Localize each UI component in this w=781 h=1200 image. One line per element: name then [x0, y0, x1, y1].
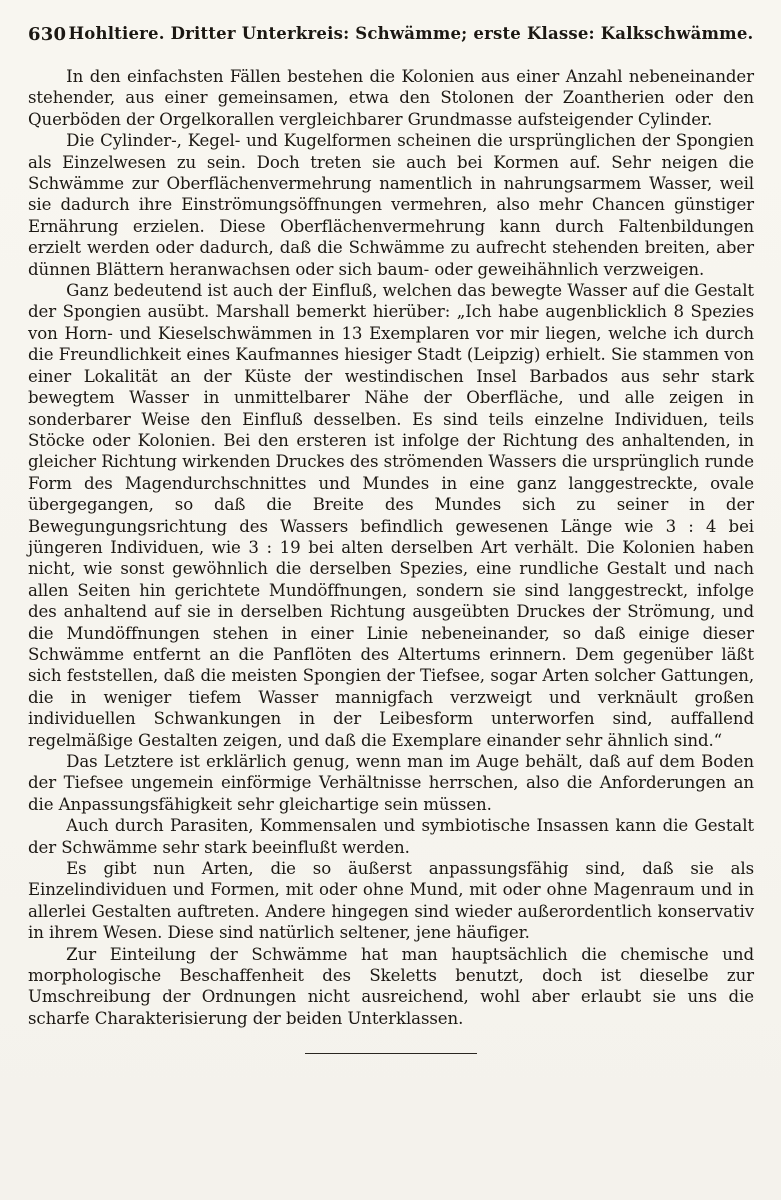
paragraph: Ganz bedeutend ist auch der Einfluß, welchen das bewegte Wasser auf die Gestalt der Spongien ausübt. Marshall bemerkt hierüber: „Ich habe augenblicklich 8 Spezies von Horn- und Kieselschwämmen in 13 Exemplaren vor mir liegen, welche ich durch die Freundlichkeit eines Kaufmannes hiesiger Stadt (Leipzig) erhielt. Sie stammen von einer Lokalität an der Küste der westindischen Insel Barbados aus sehr stark bewegtem Wasser in unmittelbarer Nähe der Oberfläche, und alle zeigen in sonderbarer Weise den Einfluß desselben. Es sind teils einzelne Individuen, teils Stöcke oder Kolonien. Bei den ersteren ist infolge der Richtung des anhaltenden, in gleicher Richtung wirkenden Druckes des strömenden Wassers die ursprünglich runde Form des Magendurchschnittes und Mundes in eine ganz langgestreckte, ovale übergegangen, so daß die Breite des Mundes sich zu seiner in der Bewegungungsrichtung des Wassers befindlich gewesenen Länge wie 3 : 4 bei jüngeren Individuen, wie 3 : 19 bei alten derselben Art verhält. Die Kolonien haben nicht, wie sonst gewöhnlich die derselben Spezies, eine rundliche Gestalt und nach allen Seiten hin gerichtete Mundöffnungen, sondern sie sind langgestreckt, infolge des anhaltend auf sie in derselben Richtung ausgeübten Druckes der Strömung, und die Mundöffnungen stehen in einer Linie nebeneinander, so daß einige dieser Schwämme entfernt an die Panflöten des Altertums erinnern. Dem gegenüber läßt sich feststellen, daß die meisten Spongien der Tiefsee, sogar Arten solcher Gattungen, die in weniger tiefem Wasser mannigfach verzweigt und verknäult großen individuellen Schwankungen in der Leibesform unterworfen sind, auffallend regelmäßige Gestalten zeigen, und daß die Exemplare einander sehr ähnlich sind.“	[28, 281, 754, 750]
body-text	[28, 66, 754, 1029]
running-header	[28, 24, 754, 48]
paragraph: Zur Einteilung der Schwämme hat man hauptsächlich die chemische und morphologische Beschaffenheit des Skeletts benutzt, doch ist dieselbe zur Umschreibung der Ordnungen nicht ausreichend, wohl aber erlaubt sie uns die scharfe Charakterisierung der beiden Unterklassen.	[28, 944, 754, 1028]
paragraph: Die Cylinder-, Kegel- und Kugelformen scheinen die ursprünglichen der Spongien als Einzelwesen zu sein. Doch treten sie auch bei Kormen auf. Sehr neigen die Schwämme zur Oberflächenvermehrung namentlich in nahrungsarmem Wasser, weil sie dadurch ihre Einströmungsöffnungen vermehren, also mehr Chancen günstiger Ernährung erzielen. Diese Oberflächenvermehrung kann durch Faltenbildungen erzielt werden oder dadurch, daß die Schwämme zu aufrecht stehenden breiten, aber dünnen Blättern heranwachsen oder sich baum- oder geweihähnlich verzweigen.	[28, 131, 754, 279]
page-number: 630	[28, 24, 67, 45]
paragraph: Es gibt nun Arten, die so äußerst anpassungsfähig sind, daß sie als Einzelindividuen und Formen, mit oder ohne Mund, mit oder ohne Magenraum und in allerlei Gestalten auftreten. Andere hingegen sind wieder außerordentlich konservativ in ihrem Wesen. Diese sind natürlich seltener, jene häufiger.	[28, 859, 754, 943]
section-divider	[305, 1053, 477, 1054]
paragraph: In den einfachsten Fällen bestehen die Kolonien aus einer Anzahl nebeneinander stehender, aus einer gemeinsamen, etwa den Stolonen der Zoantherien oder den Querböden der Orgelkorallen vergleichbarer Grundmasse aufsteigender Cylinder.	[28, 67, 754, 129]
paragraph: Das Letztere ist erklärlich genug, wenn man im Auge behält, daß auf dem Boden der Tiefsee ungemein einförmige Verhältnisse herrschen, also die Anforderungen an die Anpassungsfähigkeit sehr gleichartige sein müssen.	[28, 752, 754, 814]
paragraph: Auch durch Parasiten, Kommensalen und symbiotische Insassen kann die Gestalt der Schwämme sehr stark beeinflußt werden.	[28, 816, 754, 857]
running-header-title: Hohltiere. Dritter Unterkreis: Schwämme; erste Klasse: Kalkschwämme.	[68, 24, 754, 43]
